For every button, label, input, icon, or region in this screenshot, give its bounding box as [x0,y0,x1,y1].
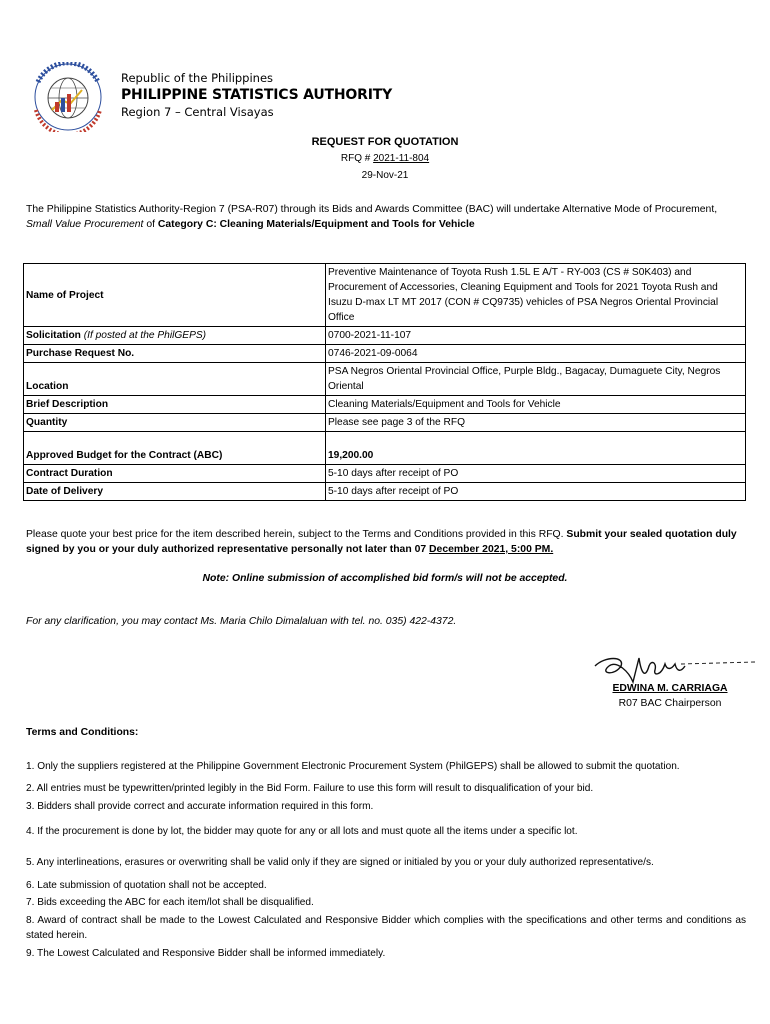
term-item: 1. Only the suppliers registered at the Philippine Government Electronic Procurement System (PhilGEPS) shall be allowed to submit the quotation. [26,761,680,772]
procurement-category: Category C: Cleaning Materials/Equipment and Tools for Vehicle [157,219,475,230]
term-item: 8. Award of contract shall be made to the Lowest Calculated and Responsive Bidder which complies with the specifications and other terms and conditions as stated herein. [26,915,746,941]
abc-label: Approved Budget for the Contract (ABC) [24,432,326,465]
signatory-name: EDWINA M. CARRIAGA [612,683,728,694]
intro-of: of [143,219,158,230]
abc-value: 19,200.00 [326,432,746,465]
quote-submission: Submit your sealed quotation duly signed by you or your duly authorized representative personally not later than 07 [26,529,737,555]
duration-value: 5-10 days after receipt of PO [326,465,746,483]
table-row [24,414,746,432]
term-item: 2. All entries must be typewritten/printed legibly in the Bid Form. Failure to use this form will result to disqualification of your bid. [26,783,594,794]
table-row [24,363,746,396]
rfq-number: 2021-11-804 [373,153,430,164]
quantity-value: Please see page 3 of the RFQ [326,414,746,432]
delivery-value: 5-10 days after receipt of PO [326,483,746,501]
rfq-number-line [0,153,770,164]
psa-seal-logo [22,62,114,132]
online-submission-note: Note: Online submission of accomplished bid form/s will not be accepted. [202,573,568,584]
table-row [24,327,746,345]
location-value: PSA Negros Oriental Provincial Office, Purple Bldg., Bagacay, Dumaguete City, Negros Oriental [326,363,746,396]
intro-text: The Philippine Statistics Authority-Region 7 (PSA-R07) through its Bids and Awards Committee (BAC) will undertake Alternative Mode of Procurement, [26,204,718,215]
procurement-mode: Small Value Procurement [26,219,144,230]
term-item: 6. Late submission of quotation shall not be accepted. [26,880,267,891]
project-info-table [23,263,746,501]
table-row [24,345,746,363]
document-title: REQUEST FOR QUOTATION [311,136,459,148]
table-row [24,264,746,327]
rfq-prefix: RFQ # [340,153,374,164]
table-row [24,465,746,483]
project-value: Preventive Maintenance of Toyota Rush 1.5L E A/T - RY-003 (CS # S0K403) and Procurement of Accessories, Cleaning Equipment and Tools for 2021 Toyota Rush and Isuzu D-max LT MT 2017 (CON # CQ9735) vehicles of PSA Negros Oriental Provincial Office [326,264,746,327]
term-item: 9. The Lowest Calculated and Responsive Bidder shall be informed immediately. [26,948,386,959]
project-label: Name of Project [24,264,326,327]
duration-label: Contract Duration [24,465,326,483]
term-item: 3. Bidders shall provide correct and accurate information required in this form. [26,801,374,812]
term-item: 5. Any interlineations, erasures or overwriting shall be valid only if they are signed or initialed by you or your duly authorized representative/s. [26,857,654,868]
description-value: Cleaning Materials/Equipment and Tools for Vehicle [326,396,746,414]
clarification-contact: For any clarification, you may contact Ms. Maria Chilo Dimalaluan with tel. no. 035) 422-4372. [26,616,457,627]
header-republic: Republic of the Philippines [121,71,274,85]
pr-value: 0746-2021-09-0064 [326,345,746,363]
quote-deadline: December 2021, 5:00 PM. [429,544,554,555]
rfq-date: 29-Nov-21 [361,170,409,181]
term-item: 4. If the procurement is done by lot, the bidder may quote for any or all lots and must quote all the items under a specific lot. [26,826,578,837]
solicitation-label: Solicitation [26,330,81,341]
quantity-label: Quantity [24,414,326,432]
table-row [24,483,746,501]
intro-paragraph [26,202,746,232]
delivery-label: Date of Delivery [24,483,326,501]
terms-heading: Terms and Conditions: [26,727,139,738]
solicitation-note: (If posted at the PhilGEPS) [80,330,207,341]
description-label: Brief Description [24,396,326,414]
header-agency: PHILIPPINE STATISTICS AUTHORITY [121,87,393,103]
pr-label: Purchase Request No. [24,345,326,363]
location-label: Location [24,363,326,396]
solicitation-label-cell [24,327,326,345]
quote-instructions [26,527,748,557]
solicitation-value: 0700-2021-11-107 [326,327,746,345]
table-row [24,432,746,465]
header-region: Region 7 – Central Visayas [121,105,274,119]
term-item: 7. Bids exceeding the ABC for each item/lot shall be disqualified. [26,897,314,908]
signatory-role: R07 BAC Chairperson [618,698,722,709]
quote-text: Please quote your best price for the item described herein, subject to the Terms and Conditions provided in this RFQ. [26,529,567,540]
table-row [24,396,746,414]
